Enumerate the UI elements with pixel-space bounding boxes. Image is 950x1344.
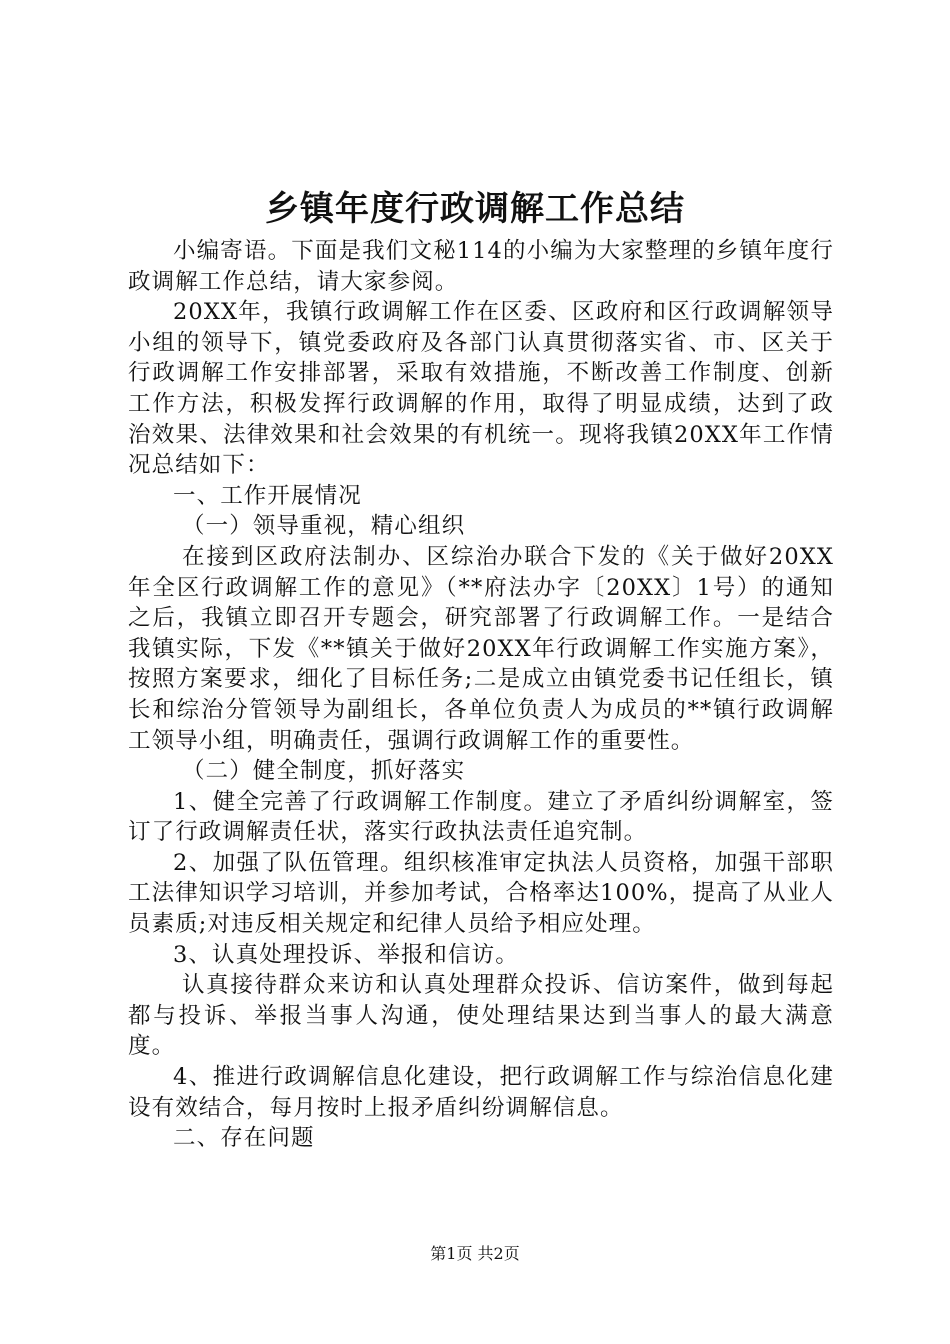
paragraph-complaints: 认真接待群众来访和认真处理群众投诉、信访案件，做到每起都与投诉、举报当事人沟通，使处理结果达到当事人的最大满意度。 xyxy=(128,972,834,1060)
document-title: 乡镇年度行政调解工作总结 xyxy=(265,189,685,229)
paragraph-overview: 20XX年，我镇行政调解工作在区委、区政府和区行政调解领导小组的领导下，镇党委政府及各部门认真贯彻落实省、市、区关于行政调解工作安排部署，采取有效措施，不断改善工作制度、创新工作方法，积极发挥行政调解的作用，取得了明显成绩，达到了政治效果、法律效果和社会效果的有机统一。现将我镇20XX年工作情况总结如下： xyxy=(128,299,834,479)
section-heading-work-status: 一、工作开展情况 xyxy=(173,482,362,509)
paragraph-leadership: 在接到区政府法制办、区综治办联合下发的《关于做好20XX年全区行政调解工作的意见》（**府法办字〔20XX〕1号）的通知之后，我镇立即召开专题会，研究部署了行政调解工作。一是结合我镇实际，下发《**镇关于做好20XX年行政调解工作实施方案》，按照方案要求，细化了目标任务;二是成立由镇党委书记任组长，镇长和综治分管领导为副组长，各单位负责人为成员的**镇行政调解工领导小组，明确责任，强调行政调解工作的重要性。 xyxy=(128,543,834,754)
subsection-heading-systems: （二）健全制度，抓好落实 xyxy=(182,758,466,785)
section-heading-problems: 二、存在问题 xyxy=(173,1125,315,1152)
paragraph-item-3: 3、认真处理投诉、举报和信访。 xyxy=(173,941,519,968)
page-number: 第1页 共2页 xyxy=(430,1244,520,1263)
document-body xyxy=(128,236,834,1154)
paragraph-item-4: 4、推进行政调解信息化建设，把行政调解工作与综治信息化建设有效结合，每月按时上报矛盾纠纷调解信息。 xyxy=(128,1064,834,1121)
paragraph-item-1: 1、健全完善了行政调解工作制度。建立了矛盾纠纷调解室，签订了行政调解责任状，落实行政执法责任追究制。 xyxy=(128,788,834,846)
subsection-heading-leadership: （一）领导重视，精心组织 xyxy=(182,513,466,540)
paragraph-intro: 小编寄语。下面是我们文秘114的小编为大家整理的乡镇年度行政调解工作总结，请大家参阅。 xyxy=(128,238,834,295)
paragraph-item-2: 2、加强了队伍管理。组织核准审定执法人员资格，加强干部职工法律知识学习培训，并参加考试，合格率达100%，提高了从业人员素质;对违反相关规定和纪律人员给予相应处理。 xyxy=(128,849,834,938)
